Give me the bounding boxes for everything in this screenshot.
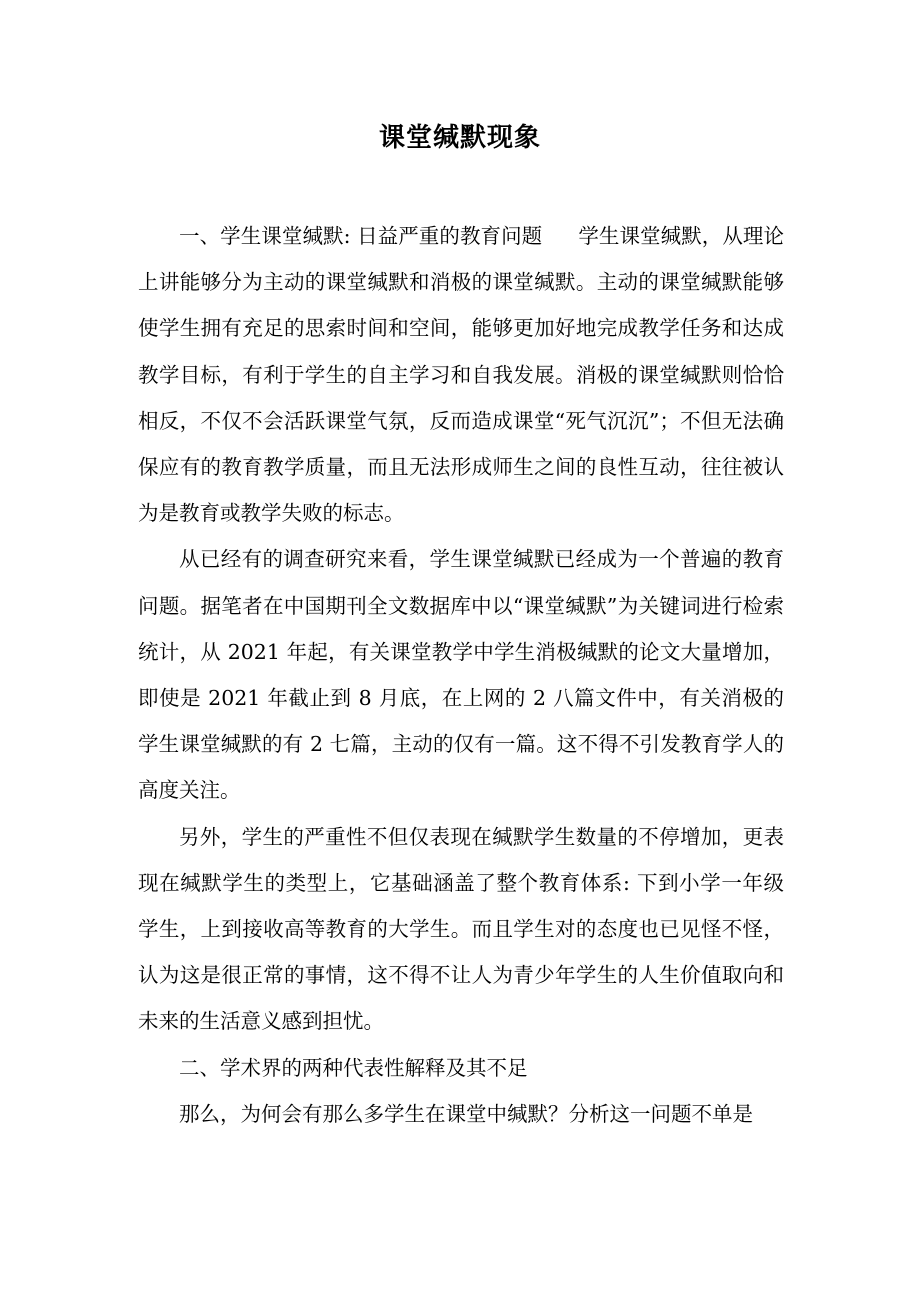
section-heading-1: 一、学生课堂缄默: 日益严重的教育问题 xyxy=(179,224,543,248)
section-heading-2: 二、学术界的两种代表性解释及其不足 xyxy=(179,1055,528,1080)
paragraph-4: 那么，为何会有那么多学生在课堂中缄默？分析这一问题不单是 xyxy=(179,1101,753,1126)
paragraph-2: 从已经有的调查研究来看，学生课堂缄默已经成为一个普遍的教育问题。据笔者在中国期刊全文数据库中以“课堂缄默”为关键词进行检索统计，从 2021 年起，有关课堂教学中学生消极缄默的论文大量增加，即使是 2021 年截止到 8 月底，在上网的 2 八篇文件中，有关消极的学生课堂缄默的有 2 七篇，主动的仅有一篇。这不得不引发教育学人的高度关注。 xyxy=(138,547,784,803)
paragraph-3: 另外，学生的严重性不但仅表现在缄默学生数量的不停增加，更表现在缄默学生的类型上，它基础涵盖了整个教育体系: 下到小学一年级学生，上到接收高等教育的大学生。而且学生对的态度也已见怪不怪，认为这是很正常的事情，这不得不让人为青少年学生的人生价值取向和未来的生活意义感到担忧。 xyxy=(138,824,784,1034)
paragraph-1 xyxy=(138,213,784,536)
document-body xyxy=(138,213,784,1137)
document-title: 课堂缄默现象 xyxy=(378,123,541,153)
paragraph-1-text: 学生课堂缄默，从理论上讲能够分为主动的课堂缄默和消极的课堂缄默。主动的课堂缄默能够使学生拥有充足的思索时间和空间，能够更加好地完成教学任务和达成教学目标，有利于学生的自主学习和自我发展。消极的课堂缄默则恰恰相反，不仅不会活跃课堂气氛，反而造成课堂“死气沉沉”；不但无法确保应有的教育教学质量，而且无法形成师生之间的良性互动，往往被认为是教育或教学失败的标志。 xyxy=(138,224,784,526)
